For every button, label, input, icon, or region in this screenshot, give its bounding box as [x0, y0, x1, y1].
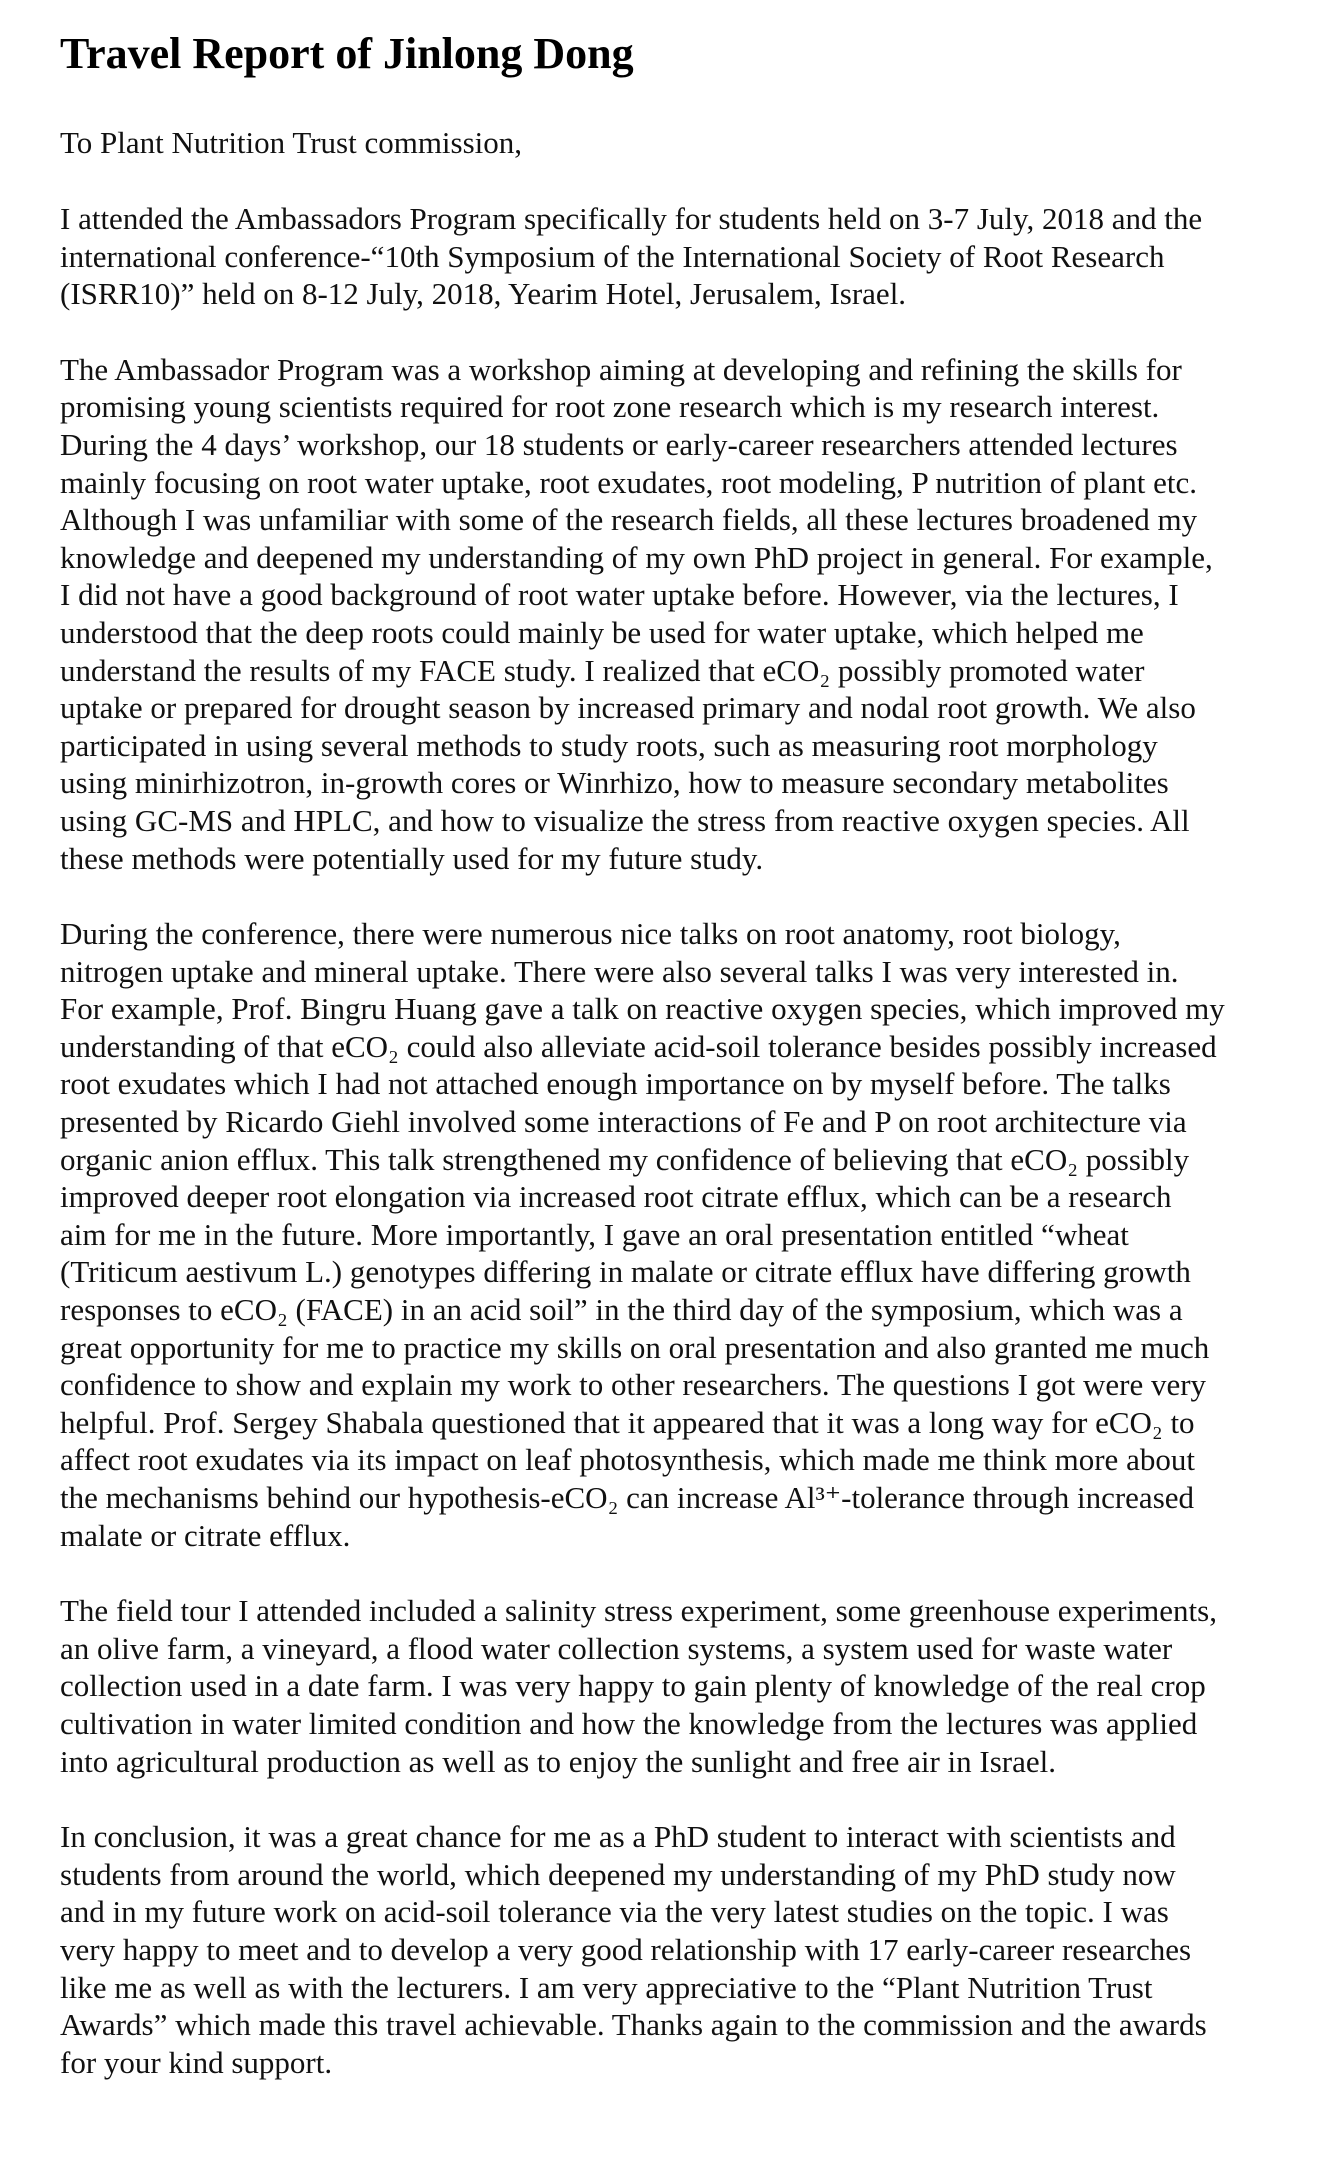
paragraph-conference: During the conference, there were numerous nice talks on root anatomy, root biology, nitrogen uptake and mineral uptake. There were also several talks I was very interested in. For example, Prof. Bingru Huang gave a talk on reactive oxygen species, which improved my understanding of that eCO₂ could also alleviate acid-soil tolerance besides possibly increased root exudates which I had not attached enough importance on by myself before. The talks presented by Ricardo Giehl involved some interactions of Fe and P on root architecture via organic anion efflux. This talk strengthened my confidence of believing that eCO₂ possibly improved deeper root elongation via increased root citrate efflux, which can be a research aim for me in the future. More importantly, I gave an oral presentation entitled “wheat (Triticum aestivum L.) genotypes differing in malate or citrate efflux have differing growth responses to eCO₂ (FACE) in an acid soil” in the third day of the symposium, which was a great opportunity for me to practice my skills on oral presentation and also granted me much confidence to show and explain my work to other researchers. The questions I got were very helpful. Prof. Sergey Shabala questioned that it appeared that it was a long way for eCO₂ to affect root exudates via its impact on leaf photosynthesis, which made me think more about the mechanisms behind our hypothesis-eCO₂ can increase Al³⁺-tolerance through increased malate or citrate efflux. — [60, 916, 1225, 1553]
salutation: To Plant Nutrition Trust commission, — [60, 125, 523, 160]
document-page — [60, 24, 1300, 2119]
paragraph-field-tour: The field tour I attended included a salinity stress experiment, some greenhouse experiments, an olive farm, a vineyard, a flood water collection systems, a system used for waste water collection used in a date farm. I was very happy to gain plenty of knowledge of the real crop cultivation in water limited condition and how the knowledge from the lectures was applied into agricultural production as well as to enjoy the sunlight and free air in Israel. — [60, 1593, 1217, 1779]
paragraph-conclusion: In conclusion, it was a great chance for me as a PhD student to interact with scientists and students from around the world, which deepened my understanding of my PhD study now and in my future work on acid-soil tolerance via the very latest studies on the topic. I was very happy to meet and to develop a very good relationship with 17 early-career researches like me as well as with the lecturers. I am very appreciative to the “Plant Nutrition Trust Awards” which made this travel achievable. Thanks again to the commission and the awards for your kind support. — [60, 1819, 1207, 2080]
paragraph-ambassador-program: The Ambassador Program was a workshop aiming at developing and refining the skills for promising young scientists required for root zone research which is my research interest. During the 4 days’ workshop, our 18 students or early-career researchers attended lectures mainly focusing on root water uptake, root exudates, root modeling, P nutrition of plant etc. Although I was unfamiliar with some of the research fields, all these lectures broadened my knowledge and deepened my understanding of my own PhD project in general. For example, I did not have a good background of root water uptake before. However, via the lectures, I understood that the deep roots could mainly be used for water uptake, which helped me understand the results of my FACE study. I realized that eCO₂ possibly promoted water uptake or prepared for drought season by increased primary and nodal root growth. We also participated in using several methods to study roots, such as measuring root morphology using minirhizotron, in-growth cores or Winrhizo, how to measure secondary metabolites using GC-MS and HPLC, and how to visualize the stress from reactive oxygen species. All these methods were potentially used for my future study. — [60, 351, 1213, 876]
document-title: Travel Report of Jinlong Dong — [60, 29, 634, 78]
paragraph-attendance: I attended the Ambassadors Program specifically for students held on 3-7 July, 2018 and the international conference-“10th Symposium of the International Society of Root Research (ISRR10)” held on 8-12 July, 2018, Yearim Hotel, Jerusalem, Israel. — [60, 201, 1203, 312]
